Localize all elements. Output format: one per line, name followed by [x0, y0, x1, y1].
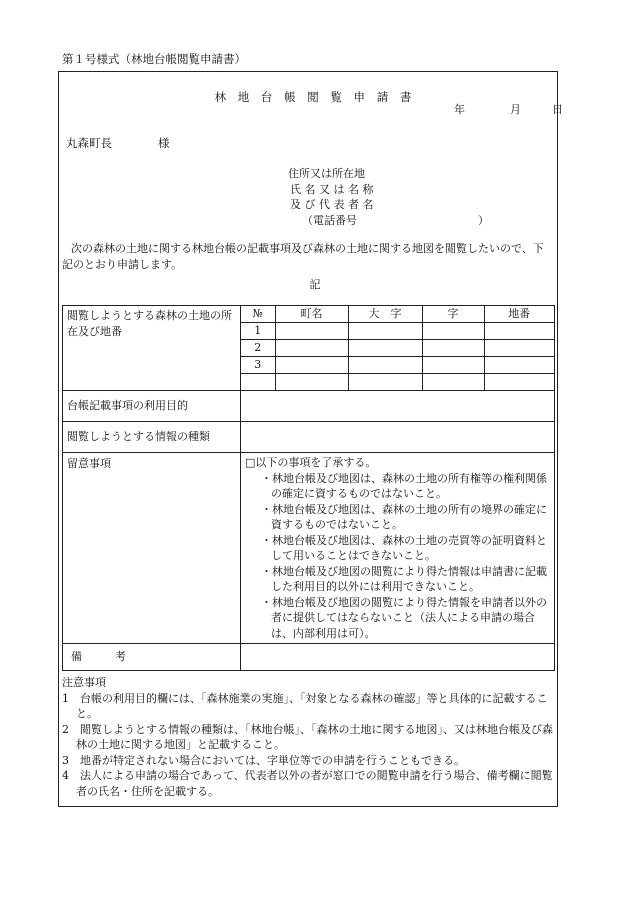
location-header-row [241, 306, 554, 323]
info-type-field[interactable] [241, 422, 555, 453]
info-type-label: 閲覧しようとする情報の種類 [63, 422, 241, 453]
notes-row [63, 453, 555, 644]
form-number: 第１号様式（林地台帳閲覧申請書） [62, 52, 246, 66]
header-town: 町名 [275, 306, 348, 323]
location-row [63, 306, 555, 391]
representative-label: 及 び 代 表 者 名 [290, 198, 374, 211]
remarks-field[interactable] [241, 644, 555, 671]
intro-text: 次の森林の土地に関する林地台帳の記載事項及び森林の土地に関する地図を閲覧したいので、下記のとおり申請します。 [62, 242, 544, 271]
lot-number-field[interactable] [484, 357, 554, 374]
oaza-field[interactable] [348, 374, 422, 391]
notes-content [241, 453, 555, 644]
info-type-row [63, 422, 555, 453]
town-field[interactable] [275, 340, 348, 357]
application-table [62, 305, 555, 671]
town-field[interactable] [275, 357, 348, 374]
caution-item: 3 地番が特定されない場合においては、字単位等での申請を行うこともできる。 [62, 753, 465, 767]
town-field[interactable] [275, 374, 348, 391]
location-grid-cell [241, 306, 555, 391]
purpose-label: 台帳記載事項の利用目的 [63, 391, 241, 422]
header-oaza: 大 字 [348, 306, 422, 323]
oaza-field[interactable] [348, 357, 422, 374]
note-item: ・林地台帳及び地図の閲覧により得た情報を申請者以外の者に提供してはならないこと（法人による申請の場合は、内部利用は可）。 [261, 595, 547, 640]
location-data-row [241, 374, 554, 391]
row-number [241, 374, 275, 391]
aza-field[interactable] [422, 357, 484, 374]
header-no: № [241, 306, 275, 323]
lot-number-field[interactable] [484, 340, 554, 357]
aza-field[interactable] [422, 374, 484, 391]
date-year: 年 [454, 103, 465, 116]
location-data-row [241, 340, 554, 357]
oaza-field[interactable] [348, 340, 422, 357]
aza-field[interactable] [422, 340, 484, 357]
caution-item: 4 法人による申請の場合であって、代表者以外の者が窓口での閲覧申請を行う場合、備考欄に閲覧者の氏名・住所を記載する。 [62, 769, 553, 798]
header-lot-number: 地番 [484, 306, 554, 323]
purpose-field[interactable] [241, 391, 555, 422]
ki-label: 記 [309, 278, 321, 291]
name-label: 氏 名 又 は 名 称 [290, 182, 374, 196]
row-number: 1 [241, 323, 275, 340]
location-label: 閲覧しようとする森林の土地の所在及び地番 [63, 306, 241, 391]
date-month: 月 [510, 103, 521, 116]
location-grid [241, 306, 554, 390]
document-title: 林 地 台 帳 閲 覧 申 請 書 [214, 90, 416, 104]
note-item: ・林地台帳及び地図は、森林の土地の所有の境界の確定に資するものではないこと。 [261, 502, 547, 531]
remarks-row [63, 644, 555, 671]
lot-number-field[interactable] [484, 374, 554, 391]
header-aza: 字 [422, 306, 484, 323]
row-number: 2 [241, 340, 275, 357]
cautions-title: 注意事項 [62, 676, 106, 689]
address-label: 住所又は所在地 [288, 167, 365, 180]
note-item: ・林地台帳及び地図は、森林の土地の売買等の証明資料として用いることはできないこと。 [261, 533, 547, 562]
date-row [450, 103, 563, 117]
addressee-name: 丸森町長 [66, 136, 112, 150]
location-data-row [241, 357, 554, 374]
date-day: 日 [552, 103, 563, 116]
phone-label: （電話番号 ） [302, 213, 489, 227]
addressee-honorific: 様 [158, 136, 170, 150]
note-item: ・林地台帳及び地図は、森林の土地の所有権等の権利関係の確定に資するものではないこと。 [261, 471, 547, 500]
row-number: 3 [241, 357, 275, 374]
caution-item: 1 台帳の利用目的欄には、「森林施業の実施」、「対象となる森林の確認」等と具体的に記載すること。 [62, 691, 548, 720]
aza-field[interactable] [422, 323, 484, 340]
notes-label: 留意事項 [63, 453, 241, 644]
acknowledge-checkbox[interactable]: □以下の事項を了承する。 [245, 456, 377, 469]
oaza-field[interactable] [348, 323, 422, 340]
purpose-row [63, 391, 555, 422]
lot-number-field[interactable] [484, 323, 554, 340]
addressee [66, 136, 170, 151]
caution-item: 2 閲覧しようとする情報の種類は、「林地台帳」、「森林の土地に関する地図」、又は林地台帳及び森林の土地に関する地図」と記載すること。 [62, 722, 553, 751]
location-data-row [241, 323, 554, 340]
remarks-label: 備 考 [63, 644, 241, 671]
town-field[interactable] [275, 323, 348, 340]
applicant-block [288, 166, 489, 228]
cautions-section [62, 675, 558, 799]
note-item: ・林地台帳及び地図の閲覧により得た情報は申請書に記載した利用目的以外には利用できないこと。 [261, 564, 547, 593]
